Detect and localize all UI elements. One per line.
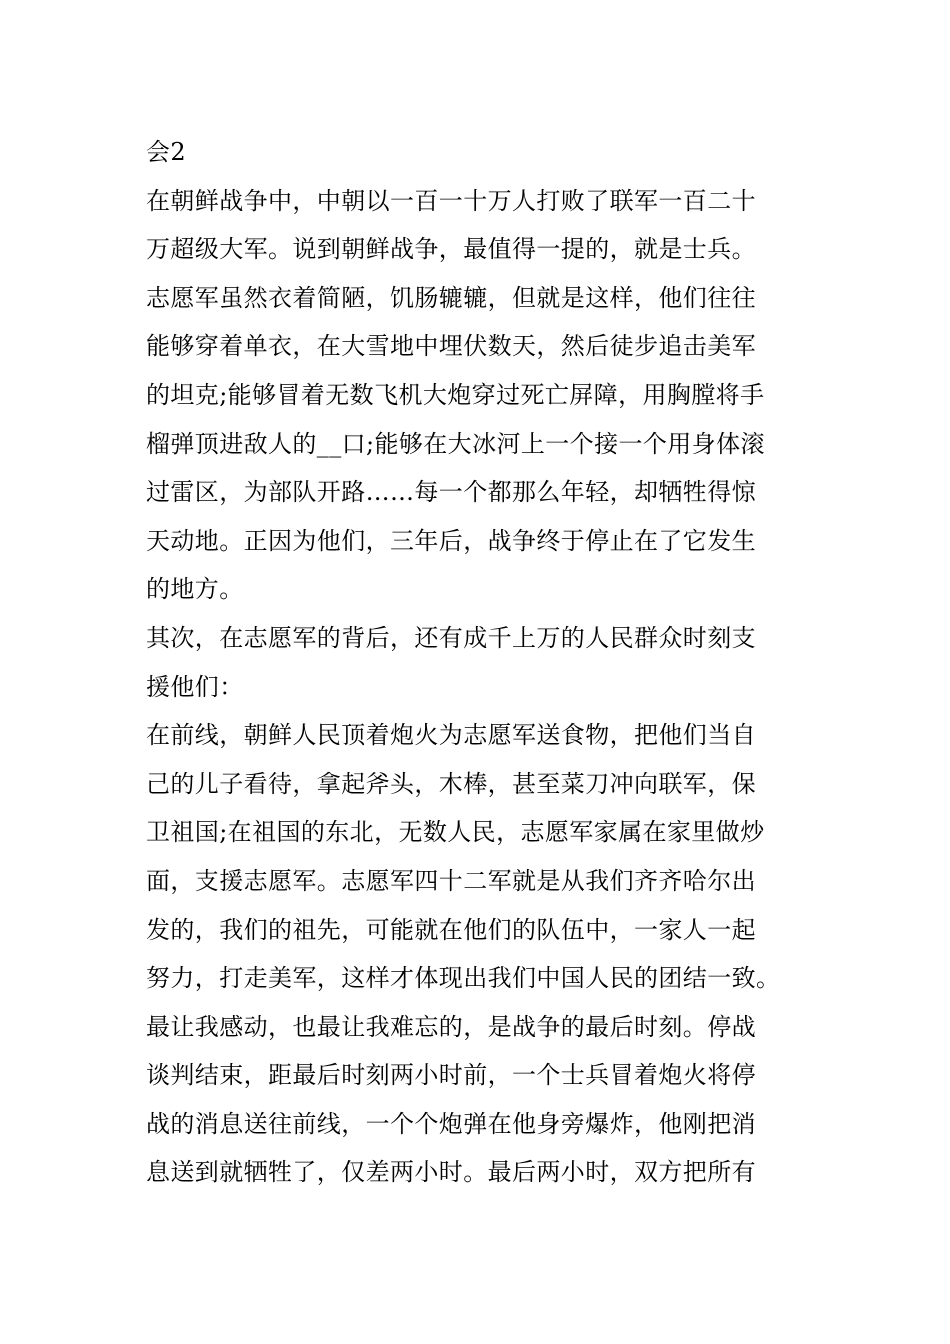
text-line: 努力，打走美军，这样才体现出我们中国人民的团结一致。 xyxy=(146,964,781,993)
text-line: 卫祖国;在祖国的东北，无数人民，志愿军家属在家里做炒 xyxy=(146,818,765,847)
text-line: 的地方。 xyxy=(146,575,244,604)
text-line: 会2 xyxy=(146,138,187,166)
text-line: 万超级大军。说到朝鲜战争，最值得一提的，就是士兵。 xyxy=(146,235,756,264)
text-line: 志愿军虽然衣着简陋，饥肠辘辘，但就是这样，他们往往 xyxy=(146,283,756,312)
text-line: 最让我感动，也最让我难忘的，是战争的最后时刻。停战 xyxy=(146,1012,756,1041)
text-line: 的坦克;能够冒着无数飞机大炮穿过死亡屏障，用胸膛将手 xyxy=(146,380,765,409)
text-line: 战的消息送往前线，一个个炮弹在他身旁爆炸，他刚把消 xyxy=(146,1109,756,1138)
text-line: 在朝鲜战争中，中朝以一百一十万人打败了联军一百二十 xyxy=(146,186,756,215)
text-line: 息送到就牺牲了，仅差两小时。最后两小时，双方把所有 xyxy=(146,1158,756,1187)
text-line: 己的儿子看待，拿起斧头，木棒，甚至菜刀冲向联军，保 xyxy=(146,769,756,798)
text-line: 过雷区，为部队开路……每一个都那么年轻，却牺牲得惊 xyxy=(146,478,756,507)
text-line: 天动地。正因为他们，三年后，战争终于停止在了它发生 xyxy=(146,526,756,555)
text-line: 援他们： xyxy=(146,672,244,701)
text-line: 谈判结束，距最后时刻两小时前，一个士兵冒着炮火将停 xyxy=(146,1061,756,1090)
text-line: 发的，我们的祖先，可能就在他们的队伍中，一家人一起 xyxy=(146,915,756,944)
text-line: 在前线，朝鲜人民顶着炮火为志愿军送食物，把他们当自 xyxy=(146,721,756,750)
document-body xyxy=(146,128,810,1197)
text-line: 其次，在志愿军的背后，还有成千上万的人民群众时刻支 xyxy=(146,623,756,652)
text-line: 榴弹顶进敌人的__口;能够在大冰河上一个接一个用身体滚 xyxy=(146,429,765,458)
text-line: 面，支援志愿军。志愿军四十二军就是从我们齐齐哈尔出 xyxy=(146,866,756,895)
text-line: 能够穿着单衣，在大雪地中埋伏数天，然后徒步追击美军 xyxy=(146,332,756,361)
